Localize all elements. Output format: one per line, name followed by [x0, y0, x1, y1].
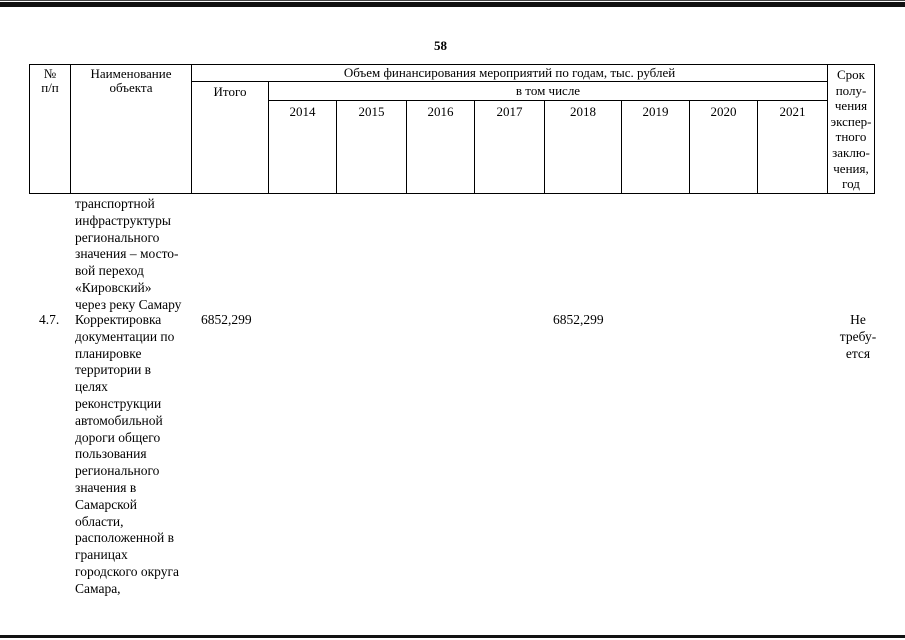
page-number: 58	[434, 38, 447, 53]
header-year-2016: 2016	[427, 104, 454, 119]
header-col-object-name: Наименование объекта	[90, 66, 172, 95]
row-value-2018: 6852,299	[553, 312, 604, 327]
row-total: 6852,299	[201, 312, 252, 327]
header-year-2018: 2018	[570, 104, 596, 119]
header-col-funding: Объем финансирования мероприятий по годам, тыс. рублей	[343, 65, 676, 80]
header-year-2015: 2015	[358, 104, 385, 119]
header-year-2014: 2014	[289, 104, 316, 119]
header-year-2020: 2020	[710, 104, 737, 119]
header-col-term: Срок полу- чения экспер- тного заклю- чения, год	[830, 67, 872, 192]
row-object-name: Корректировка документации по планировке территории в целях реконструкции автомобильной дороги общего пользования регионального значения в Самарской области, расположенной в границах городского округа Самара,	[75, 312, 180, 596]
row-number: 4.7.	[39, 312, 60, 327]
bottom-border-rule	[0, 635, 905, 638]
header-year-2019: 2019	[642, 104, 669, 119]
header-col-total: Итого	[213, 84, 247, 99]
header-col-number: № п/п	[41, 66, 59, 95]
header-year-2017: 2017	[496, 104, 523, 119]
previous-row-continuation: транспортной инфраструктуры регионального значения – мосто- вой переход «Кировский» через реку Самару	[75, 196, 182, 312]
top-border-rule	[0, 2, 905, 7]
row-term: Не требу- ется	[839, 312, 877, 361]
header-year-2021: 2021	[779, 104, 806, 119]
top-thin-rule	[0, 0, 905, 1]
header-col-including: в том числе	[515, 83, 581, 98]
